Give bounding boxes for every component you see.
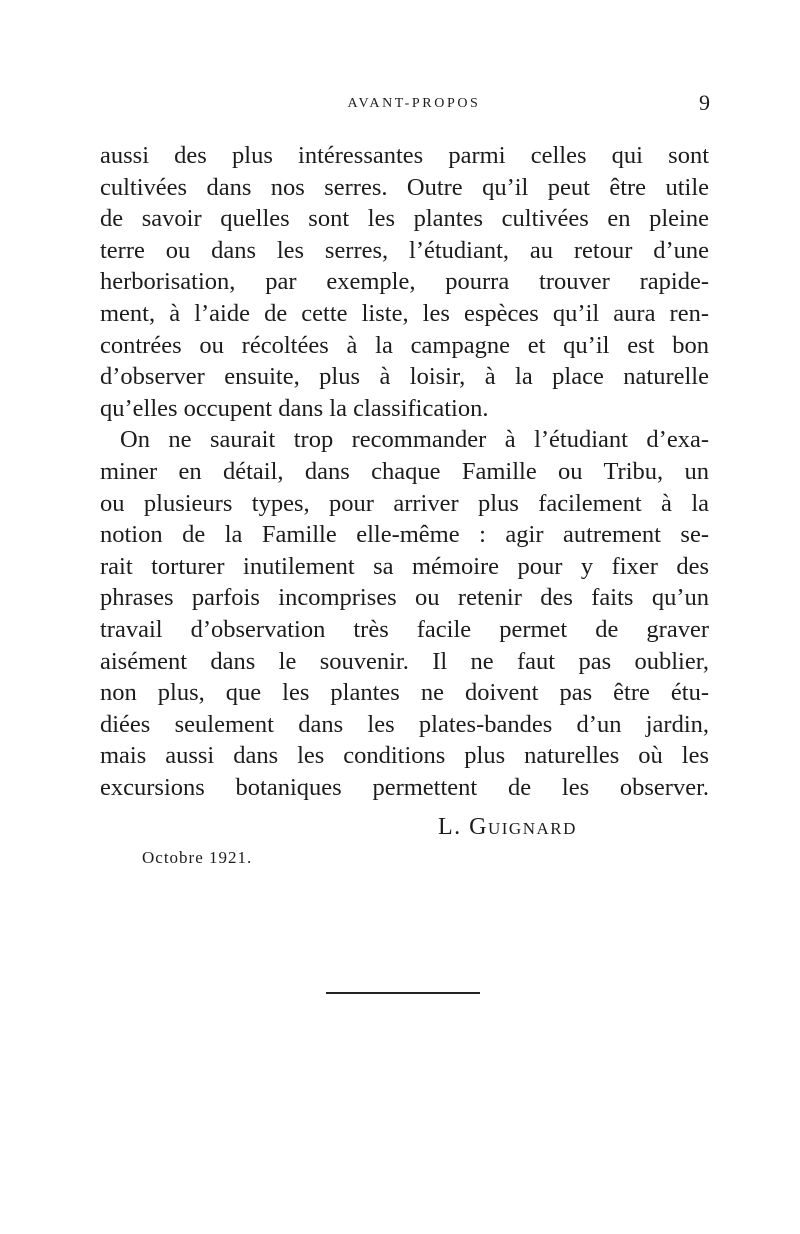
text-line: de savoir quelles sont les plantes cultivées en pleine: [100, 205, 709, 233]
text-line: ment, à l’aide de cette liste, les espèces qu’il aura ren-: [100, 299, 709, 327]
text-line: notion de la Famille elle-même : agir autrement se-: [100, 521, 709, 549]
text-line: phrases parfois incomprises ou retenir des faits qu’un: [100, 584, 709, 612]
text-line: mais aussi dans les conditions plus naturelles où les: [100, 742, 709, 770]
text-line: ou plusieurs types, pour arriver plus facilement à la: [100, 489, 709, 517]
author-signature: L. Guignard: [438, 814, 577, 840]
text-line: aisément dans le souvenir. Il ne faut pas oublier,: [100, 647, 709, 675]
body-text: [100, 140, 709, 803]
paragraph-start-line: On ne saurait trop recommander à l’étudiant d’exa-: [120, 426, 709, 454]
text-line: herborisation, par exemple, pourra trouver rapide-: [100, 268, 709, 296]
text-line: travail d’observation très facile permet de graver: [100, 615, 709, 643]
running-title: AVANT-PROPOS: [347, 96, 481, 111]
paragraph-end-line: excursions botaniques permettent de les observer.: [100, 773, 709, 801]
text-line: miner en détail, dans chaque Famille ou Tribu, un: [100, 457, 709, 485]
text-line: diées seulement dans les plates-bandes d’un jardin,: [100, 710, 709, 738]
paragraph-end-line: qu’elles occupent dans la classification.: [100, 394, 489, 422]
text-line: non plus, que les plantes ne doivent pas être étu-: [100, 679, 709, 707]
running-header: [100, 90, 710, 124]
text-line: aussi des plus intéressantes parmi celles qui sont: [100, 142, 709, 169]
text-line: d’observer ensuite, plus à loisir, à la place naturelle: [100, 363, 709, 391]
text-line: cultivées dans nos serres. Outre qu’il peut être utile: [100, 173, 709, 201]
page-number: 9: [699, 90, 710, 115]
text-line: terre ou dans les serres, l’étudiant, au retour d’une: [100, 236, 709, 264]
section-divider: [326, 992, 480, 994]
text-line: rait torturer inutilement sa mémoire pour y fixer des: [100, 552, 709, 580]
date-line: Octobre 1921.: [142, 848, 253, 867]
text-line: contrées ou récoltées à la campagne et qu’il est bon: [100, 331, 709, 359]
